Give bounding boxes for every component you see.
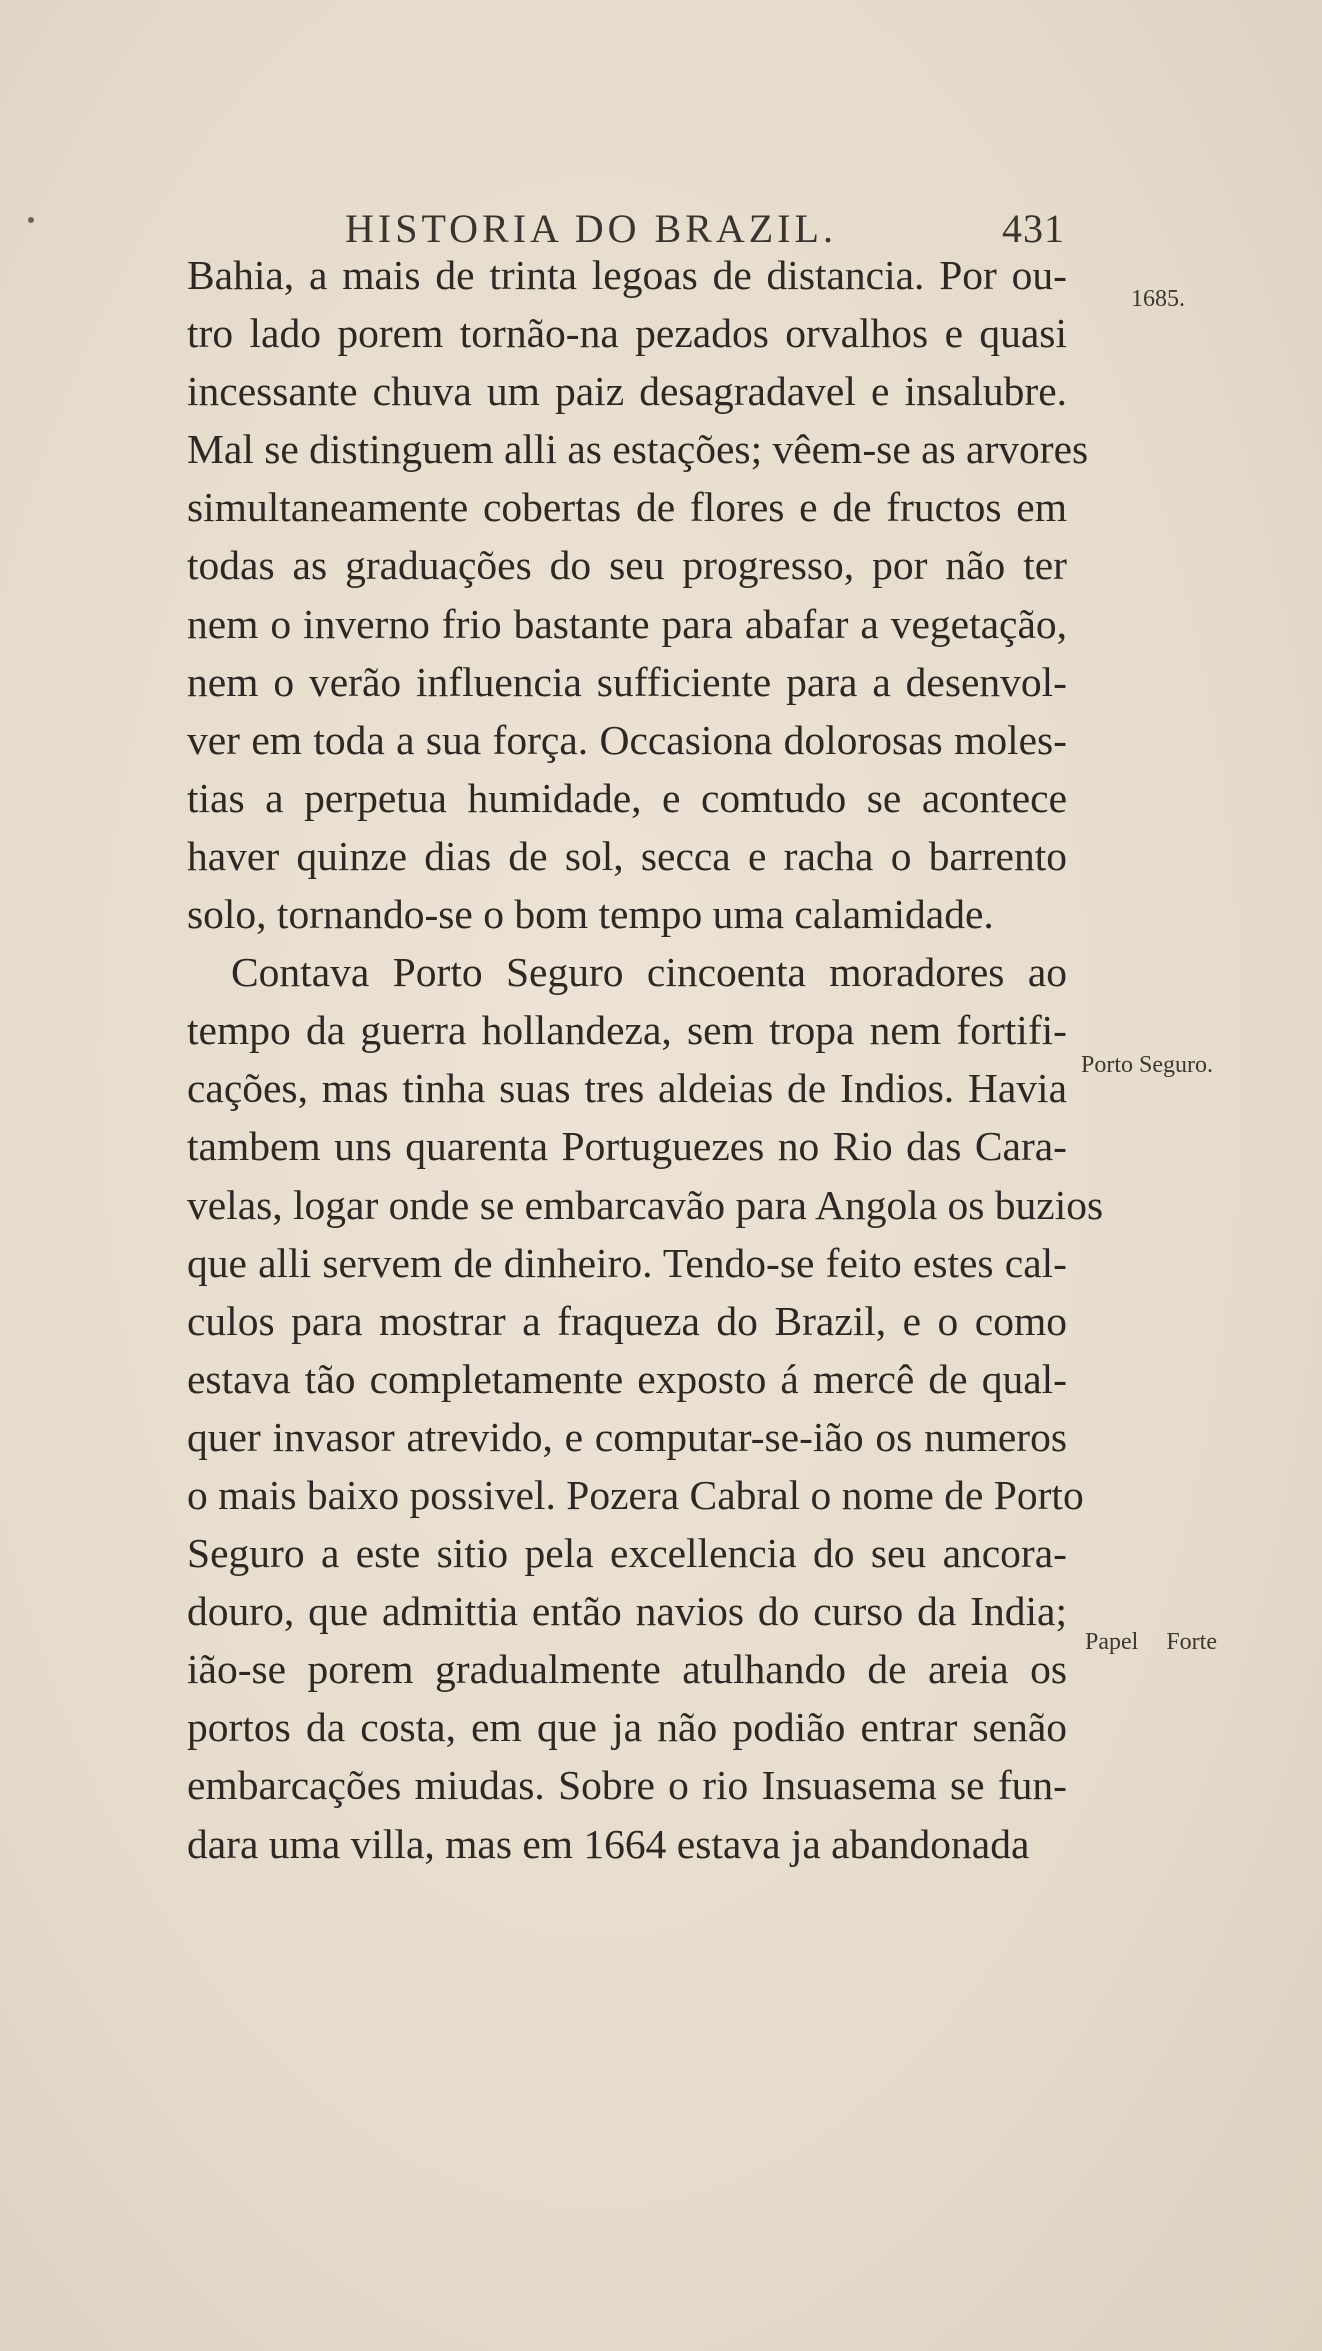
text-line: douro, que admittia então navios do curso da India; — [187, 1588, 1067, 1635]
text-line: nem o verão influencia sufficiente para a desenvol- — [187, 658, 1067, 705]
text-line: cações, mas tinha suas tres aldeias de Indios. Havia — [187, 1065, 1067, 1112]
text-line: tias a perpetua humidade, e comtudo se acontece — [187, 774, 1067, 821]
text-line: todas as graduações do seu progresso, por não ter — [187, 542, 1067, 589]
text-line: incessante chuva um paiz desagradavel e insalubre. — [187, 368, 1067, 415]
text-line: Seguro a este sitio pela excellencia do seu ancora- — [187, 1530, 1067, 1577]
text-line: Bahia, a mais de trinta legoas de distancia. Por ou- — [187, 252, 1067, 298]
text-line: que alli servem de dinheiro. Tendo-se feito estes cal- — [187, 1239, 1067, 1286]
text-line: estava tão completamente exposto á mercê de qual- — [187, 1355, 1067, 1402]
text-line: quer invasor atrevido, e computar-se-ião os numeros — [187, 1413, 1067, 1460]
text-line: Contava Porto Seguro cincoenta moradores ao — [231, 949, 1067, 996]
text-line: tempo da guerra hollandeza, sem tropa nem fortifi- — [187, 1007, 1067, 1054]
body-text — [187, 246, 1104, 1873]
text-line: ver em toda a sua força. Occasiona dolorosas moles- — [187, 716, 1067, 763]
text-line: embarcações miudas. Sobre o rio Insuasema se fun- — [187, 1762, 1067, 1809]
page-number: 431 — [1002, 206, 1065, 251]
marginal-note-year: 1685. — [1131, 286, 1185, 312]
running-head-title: HISTORIA DO BRAZIL. — [345, 206, 837, 251]
text-line: o mais baixo possivel. Pozera Cabral o nome de Porto — [187, 1471, 1084, 1518]
ink-speck — [28, 217, 34, 223]
text-line: simultaneamente cobertas de flores e de fructos em — [187, 484, 1067, 531]
text-line: haver quinze dias de sol, secca e racha o barrento — [187, 832, 1067, 879]
text-line: nem o inverno frio bastante para abafar a vegetação, — [187, 600, 1067, 647]
marginal-note-papel-forte: Papel Forte — [1085, 1629, 1217, 1655]
text-line: velas, logar onde se embarcavão para Angola os buzios — [187, 1181, 1104, 1228]
text-line: tro lado porem tornão-na pezados orvalhos e quasi — [187, 310, 1067, 357]
marginal-note-porto-seguro: Porto Seguro. — [1081, 1052, 1213, 1078]
text-line: portos da costa, em que ja não podião entrar senão — [187, 1704, 1067, 1751]
text-line: tambem uns quarenta Portuguezes no Rio das Cara- — [187, 1123, 1067, 1170]
text-line: dara uma villa, mas em 1664 estava ja abandonada — [187, 1820, 1030, 1867]
text-line: culos para mostrar a fraqueza do Brazil, e o como — [187, 1297, 1067, 1344]
text-line: Mal se distinguem alli as estações; vêem-se as arvores — [187, 426, 1089, 473]
text-line: solo, tornando-se o bom tempo uma calamidade. — [187, 891, 994, 938]
text-line: ião-se porem gradualmente atulhando de areia os — [187, 1646, 1067, 1693]
